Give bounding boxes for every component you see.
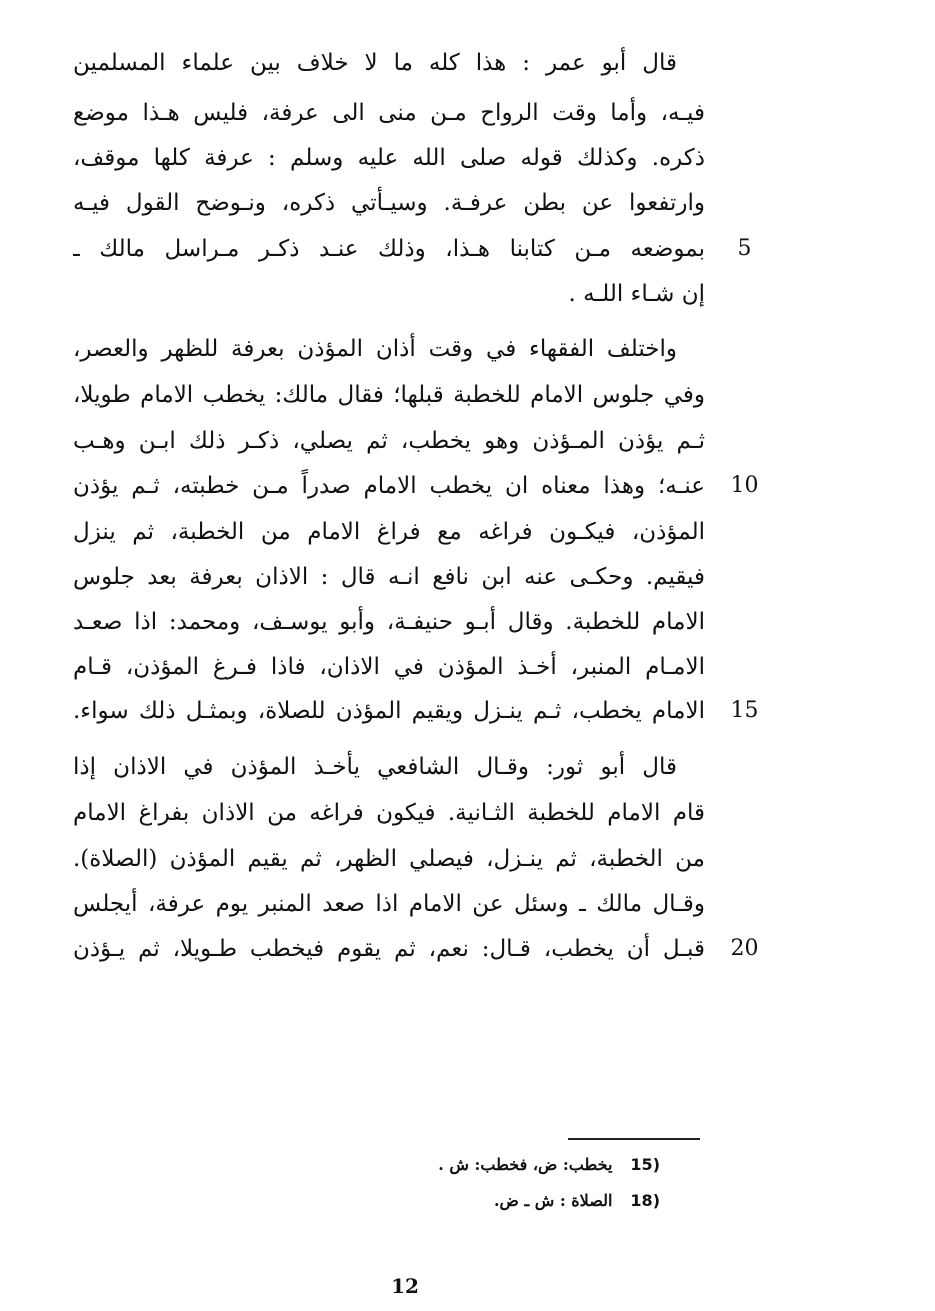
footnote	[330, 1187, 660, 1215]
footnote	[330, 1151, 660, 1179]
text-line: فيـه، وأما وقت الرواح مـن منى الى عرفة، فليس هـذا موضع	[73, 100, 705, 126]
text-line: من الخطبة، ثم ينـزل، فيصلي الظهر، ثم يقيم المؤذن (الصلاة).	[73, 846, 705, 872]
footnote-number: 15)	[630, 1155, 660, 1174]
text-line: وفي جلوس الامام للخطبة قبلها؛ فقال مالك: يخطب الامام طويلا،	[73, 382, 705, 408]
footnote-text: يخطب: ض، فخطب: ش .	[438, 1155, 613, 1174]
text-line: قال أبو عمر : هذا كله ما لا خلاف بين علماء المسلمين	[73, 50, 677, 76]
text-line: قام الامام للخطبة الثـانية. فيكون فراغه من الاذان بفراغ الامام	[73, 800, 705, 826]
text-line: فيقيم. وحكـى عنه ابن نافع انـه قال : الاذان بعرفة بعد جلوس	[73, 564, 705, 590]
line-number: 10	[730, 473, 759, 498]
text-line: قال أبو ثور: وقـال الشافعي يأخـذ المؤذن في الاذان إذا	[73, 754, 677, 780]
text-line: واختلف الفقهاء في وقت أذان المؤذن بعرفة للظهر والعصر،	[73, 336, 677, 362]
text-line: ذكره. وكذلك قوله صلى الله عليه وسلم : عرفة كلها موقف،	[73, 145, 705, 171]
text-line: الامام يخطب، ثـم ينـزل ويقيم المؤذن للصلاة، وبمثـل ذلك سواء.	[73, 698, 705, 724]
text-line: قبـل أن يخطب، قـال: نعم، ثم يقوم فيخطب طـويلا، ثم يـؤذن	[73, 936, 705, 962]
line-number: 20	[730, 936, 759, 961]
text-line: وارتفعوا عن بطن عرفـة. وسيـأتي ذكره، ونـوضح القول فيـه	[73, 190, 705, 216]
text-line: إن شـاء اللـه .	[568, 281, 705, 307]
text-line: وقـال مالك ـ وسئل عن الامام اذا صعد المنبر يوم عرفة، أيجلس	[73, 891, 705, 917]
text-line: المؤذن، فيكـون فراغه مع فراغ الامام من الخطبة، ثم ينزل	[73, 519, 705, 545]
line-number: 15	[730, 698, 759, 723]
page-number: 12	[391, 1274, 419, 1298]
text-line: ثـم يؤذن المـؤذن وهو يخطب، ثم يصلي، ذكـر ذلك ابـن وهـب	[73, 428, 705, 454]
footnote-text: الصلاة : ش ـ ض.	[493, 1191, 613, 1210]
text-line: الامـام المنبر، أخـذ المؤذن في الاذان، فاذا فـرغ المؤذن، قـام	[73, 654, 705, 680]
footnote-separator	[568, 1138, 700, 1140]
footnote-number: 18)	[630, 1191, 660, 1210]
line-number: 5	[737, 236, 752, 261]
text-line: عنـه؛ وهذا معناه ان يخطب الامام صدراً مـن خطبته، ثـم يؤذن	[73, 473, 705, 499]
text-line: بموضعه مـن كتابنا هـذا، وذلك عنـد ذكـر مـراسل مالك ـ	[73, 236, 705, 262]
text-line: الامام للخطبة. وقال أبـو حنيفـة، وأبو يوسـف، ومحمد: اذا صعـد	[73, 609, 705, 635]
